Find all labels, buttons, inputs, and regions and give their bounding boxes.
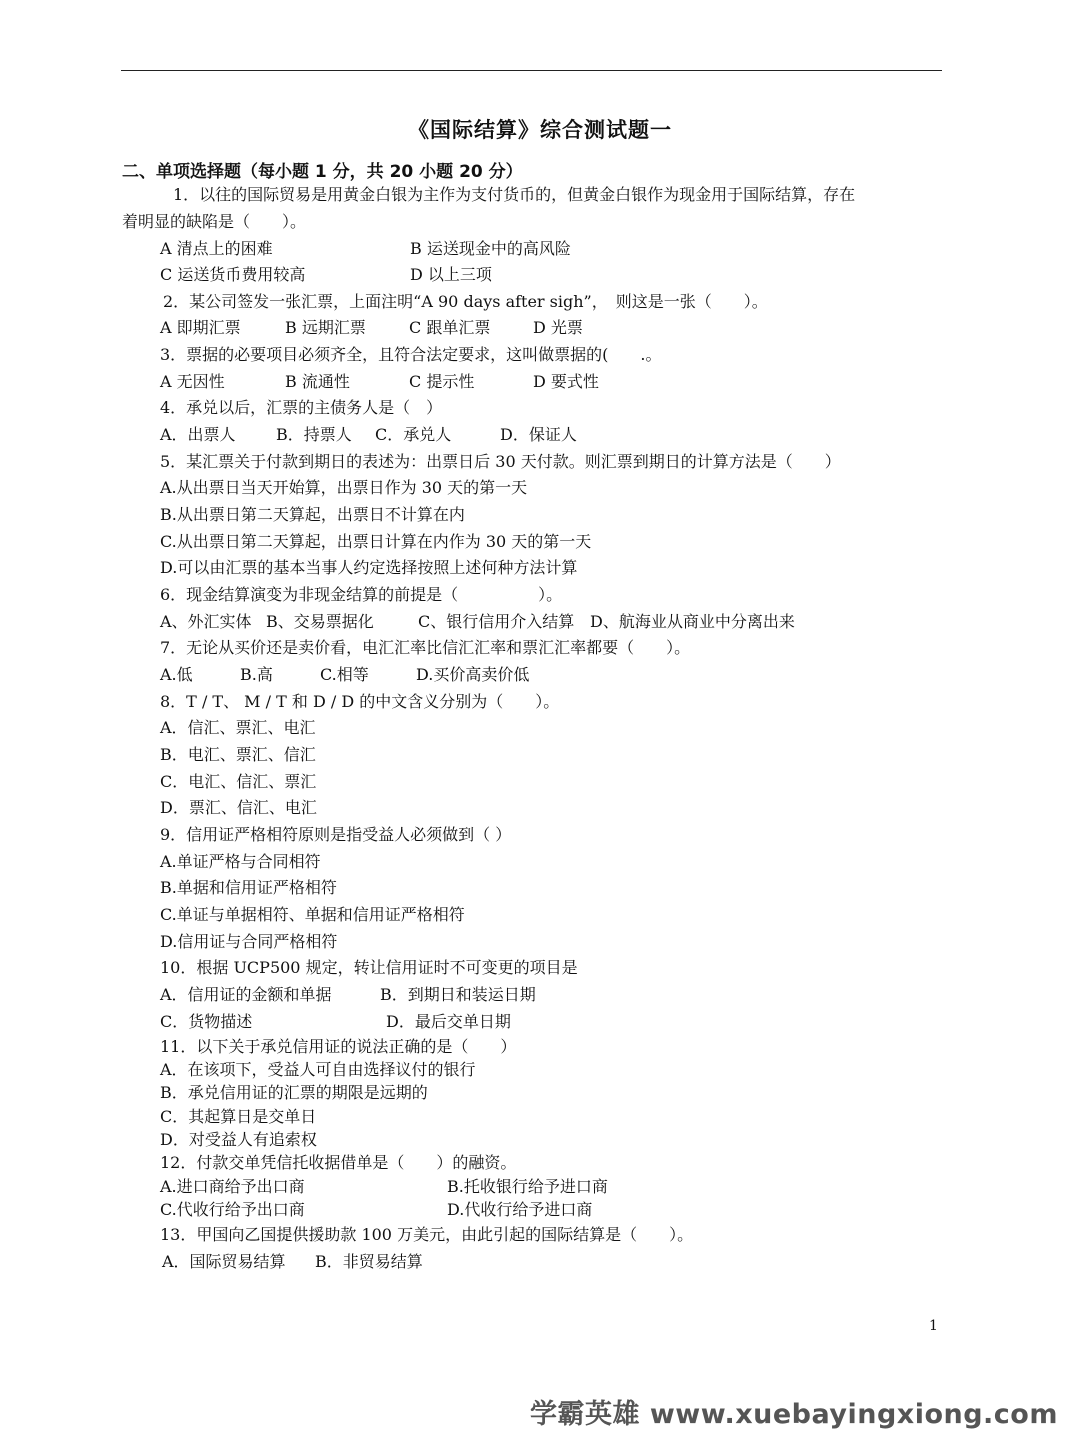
q9-stem: 9．信用证严格相符原则是指受益人必须做到（ ） — [160, 825, 512, 844]
q2-option-c: C 跟单汇票 — [409, 318, 491, 337]
q7-option-a: A.低 — [160, 665, 193, 684]
q1-option-c: C 运送货币费用较高 — [160, 265, 306, 284]
q2-stem: 2．某公司签发一张汇票，上面注明“A 90 days after sigh”， 则这是一张（ ）。 — [163, 292, 768, 311]
q6-stem: 6．现金结算演变为非现金结算的前提是（ ）。 — [160, 585, 563, 604]
q12-option-d: D.代收行给予进口商 — [447, 1200, 593, 1219]
q5-stem: 5．某汇票关于付款到期日的表述为：出票日后 30 天付款。则汇票到期日的计算方法是（ ） — [160, 452, 841, 471]
q3-option-a: A 无因性 — [160, 372, 225, 391]
q5-option-a: A.从出票日当天开始算，出票日作为 30 天的第一天 — [160, 478, 528, 497]
q10-option-d: D．最后交单日期 — [386, 1012, 511, 1031]
q11-stem: 11．以下关于承兑信用证的说法正确的是（ ） — [160, 1037, 517, 1056]
q11-option-a: A．在该项下，受益人可自由选择议付的银行 — [160, 1060, 476, 1079]
q11-option-b: B．承兑信用证的汇票的期限是远期的 — [160, 1083, 428, 1102]
page-number: 1 — [929, 1318, 938, 1334]
q12-option-b: B.托收银行给予进口商 — [447, 1177, 608, 1196]
q5-option-d: D.可以由汇票的基本当事人约定选择按照上述何种方法计算 — [160, 558, 578, 577]
q10-option-a: A．信用证的金额和单据 — [160, 985, 332, 1004]
q7-stem: 7．无论从买价还是卖价看，电汇汇率比信汇汇率和票汇汇率都要（ ）。 — [160, 638, 691, 657]
q3-stem: 3．票据的必要项目必须齐全，且符合法定要求，这叫做票据的( .。 — [160, 345, 662, 364]
q5-option-c: C.从出票日第二天算起，出票日计算在内作为 30 天的第一天 — [160, 532, 592, 551]
q4-option-d: D．保证人 — [500, 425, 577, 444]
q3-option-d: D 要式性 — [533, 372, 599, 391]
q4-option-b: B．持票人 — [276, 425, 352, 444]
q9-option-a: A.单证严格与合同相符 — [160, 852, 321, 871]
q13-option-b: B．非贸易结算 — [315, 1252, 423, 1271]
q9-option-b: B.单据和信用证严格相符 — [160, 878, 337, 897]
q6-option-d: D、航海业从商业中分离出来 — [590, 612, 795, 631]
q9-option-d: D.信用证与合同严格相符 — [160, 932, 338, 951]
q4-stem: 4．承兑以后，汇票的主债务人是（ ） — [160, 398, 443, 417]
q6-option-a: A、外汇实体 — [160, 612, 252, 631]
q7-option-d: D.买价高卖价低 — [416, 665, 530, 684]
q9-option-c: C.单证与单据相符、单据和信用证严格相符 — [160, 905, 465, 924]
q4-option-a: A．出票人 — [160, 425, 236, 444]
q13-option-a: A．国际贸易结算 — [162, 1252, 286, 1271]
q8-option-b: B．电汇、票汇、信汇 — [160, 745, 316, 764]
q3-option-b: B 流通性 — [285, 372, 350, 391]
q8-stem: 8．T / T、 M / T 和 D / D 的中文含义分别为（ ）。 — [160, 692, 560, 711]
q12-option-c: C.代收行给予出口商 — [160, 1200, 305, 1219]
q1-option-b: B 运送现金中的高风险 — [410, 239, 571, 258]
q1-option-d: D 以上三项 — [410, 265, 492, 284]
q11-option-d: D．对受益人有追索权 — [160, 1130, 317, 1149]
q5-option-b: B.从出票日第二天算起，出票日不计算在内 — [160, 505, 465, 524]
q11-option-c: C．其起算日是交单日 — [160, 1107, 317, 1126]
q8-option-d: D．票汇、信汇、电汇 — [160, 798, 317, 817]
q6-option-c: C、银行信用介入结算 — [418, 612, 575, 631]
q12-stem: 12．付款交单凭信托收据借单是（ ）的融资。 — [160, 1153, 517, 1172]
q6-option-b: B、交易票据化 — [266, 612, 374, 631]
q10-stem: 10．根据 UCP500 规定，转让信用证时不可变更的项目是 — [160, 958, 578, 977]
q2-option-d: D 光票 — [533, 318, 583, 337]
q1-stem: 1．以往的国际贸易是用黄金白银为主作为支付货币的，但黄金白银作为现金用于国际结算，存在 — [173, 185, 856, 204]
q2-option-a: A 即期汇票 — [160, 318, 241, 337]
q2-option-b: B 远期汇票 — [285, 318, 366, 337]
q13-stem: 13．甲国向乙国提供援助款 100 万美元，由此引起的国际结算是（ ）。 — [160, 1225, 694, 1244]
document-title: 《国际结算》综合测试题一 — [408, 118, 672, 142]
q8-option-c: C．电汇、信汇、票汇 — [160, 772, 317, 791]
site-watermark: 学霸英雄 www.xuebayingxiong.com — [529, 1399, 1058, 1430]
q7-option-b: B.高 — [240, 665, 273, 684]
q10-option-b: B．到期日和装运日期 — [380, 985, 536, 1004]
q8-option-a: A．信汇、票汇、电汇 — [160, 718, 316, 737]
q7-option-c: C.相等 — [320, 665, 369, 684]
q3-option-c: C 提示性 — [409, 372, 475, 391]
q10-option-c: C．货物描述 — [160, 1012, 253, 1031]
header-rule — [121, 70, 942, 71]
q12-option-a: A.进口商给予出口商 — [160, 1177, 305, 1196]
q1-option-a: A 清点上的困难 — [160, 239, 273, 258]
q1-stem-cont: 着明显的缺陷是（ ）。 — [122, 212, 307, 231]
q4-option-c: C．承兑人 — [375, 425, 452, 444]
section-heading: 二、单项选择题（每小题 1 分，共 20 小题 20 分） — [122, 162, 523, 182]
